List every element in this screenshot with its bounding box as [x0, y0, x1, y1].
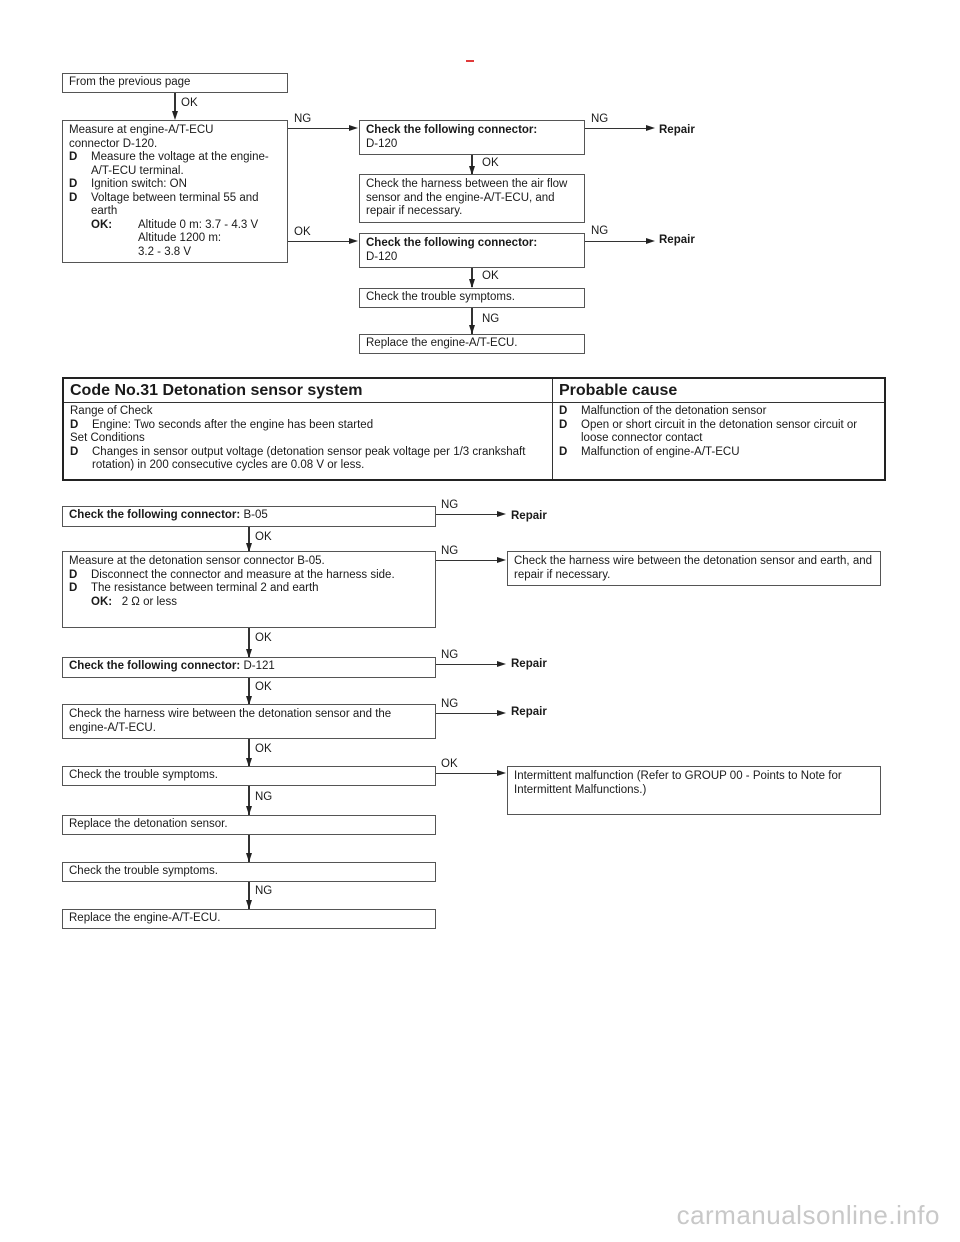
check-connector-label: Check the following connector: [69, 509, 241, 521]
code-31-table [62, 377, 886, 481]
bullet-item [70, 419, 546, 433]
connector-line [585, 241, 647, 242]
replace-text: Replace the engine-A/T-ECU. [366, 337, 518, 349]
ok-label: OK [482, 270, 499, 282]
arrow-right-icon [349, 238, 358, 244]
ok-criteria [69, 596, 429, 610]
probable-cause-cell [553, 403, 886, 480]
bullet-icon: D [70, 445, 79, 458]
bullet-text: The resistance between terminal 2 and earth [91, 582, 319, 594]
bullet-icon: D [69, 178, 78, 190]
repair-label: Repair [511, 658, 547, 670]
ok-label: OK [255, 681, 272, 693]
replace-text: Replace the detonation sensor. [69, 818, 228, 830]
cause-item [559, 419, 878, 446]
replace-text: Replace the engine-A/T-ECU. [69, 912, 221, 924]
bullet-item [69, 582, 429, 596]
check-connector-label: Check the following connector: [366, 124, 538, 136]
harness-text: Check the harness between the air flow sensor and the engine-A/T-ECU, and repair if necessary. [366, 178, 568, 217]
bullet-item [70, 446, 546, 473]
bullet-text: Measure the voltage at the engine-A/T-ECU terminal. [91, 151, 269, 177]
repair-label: Repair [511, 510, 547, 522]
repair-label: Repair [511, 706, 547, 718]
trouble-text: Check the trouble symptoms. [69, 865, 218, 877]
bullet-icon: D [70, 418, 79, 431]
ok-label: OK [294, 226, 311, 238]
check-connector-d121-box [62, 657, 436, 678]
measure-line: connector D-120. [69, 137, 158, 150]
bullet-icon: D [69, 151, 78, 163]
ng-label: NG [441, 499, 459, 511]
bullet-icon: D [559, 418, 568, 431]
ng-label: NG [482, 313, 500, 325]
arrow-down-icon [172, 111, 178, 120]
ok-criteria-label: OK: [91, 218, 113, 231]
ok-label: OK [255, 531, 272, 543]
cause-text: Malfunction of engine-A/T-ECU [581, 445, 740, 458]
ok-label: OK [482, 157, 499, 169]
connector-line [436, 560, 498, 561]
cause-item [559, 405, 878, 419]
arrow-down-icon [246, 806, 252, 815]
measure-line: Measure at engine-A/T-ECU [69, 124, 214, 136]
ng-label: NG [255, 885, 273, 897]
from-previous-page-box [62, 73, 288, 93]
ok-label: OK [255, 632, 272, 644]
arrow-right-icon [497, 661, 506, 667]
check-connector-d120-box [359, 120, 585, 155]
ok-label: OK [441, 758, 458, 770]
watermark: carmanualsonline.info [676, 1200, 940, 1230]
ok-criteria-text: 3.2 - 3.8 V [138, 245, 192, 258]
cause-text: Malfunction of the detonation sensor [581, 405, 767, 417]
from-previous-page-text: From the previous page [69, 76, 191, 88]
probable-cause-title: Probable cause [553, 378, 886, 403]
arrow-right-icon [497, 557, 506, 563]
connector-line [288, 241, 350, 242]
arrow-right-icon [646, 125, 655, 131]
repair-label: Repair [659, 234, 695, 246]
ok-label: OK [255, 743, 272, 755]
bullet-text: Ignition switch: ON [91, 178, 187, 190]
check-harness-ecu-box [62, 704, 436, 739]
arrow-right-icon [497, 511, 506, 517]
repair-label: Repair [659, 124, 695, 136]
connector-id: D-120 [366, 250, 398, 263]
ok-criteria-text: Altitude 0 m: 3.7 - 4.3 V [138, 218, 259, 231]
arrow-right-icon [497, 710, 506, 716]
arrow-right-icon [349, 125, 358, 131]
arrow-right-icon [646, 238, 655, 244]
ng-label: NG [441, 698, 459, 710]
arrow-down-icon [246, 900, 252, 909]
check-harness-earth-box [507, 551, 881, 586]
connector-id: D-120 [366, 137, 398, 150]
check-connector-b05-box [62, 506, 436, 527]
cause-item [559, 446, 878, 460]
code-title: Code No.31 Detonation sensor system [63, 378, 553, 403]
trouble-text: Check the trouble symptoms. [366, 291, 515, 303]
replace-ecu-box [62, 909, 436, 929]
ng-label: NG [591, 113, 609, 125]
ng-label: NG [591, 225, 609, 237]
intermittent-malfunction-box [507, 766, 881, 815]
ok-label: OK [181, 97, 198, 109]
connector-id: B-05 [243, 509, 268, 521]
check-conditions-cell [63, 403, 553, 480]
bullet-item [69, 192, 281, 219]
measure-b05-box [62, 551, 436, 628]
replace-sensor-box [62, 815, 436, 835]
bullet-icon: D [69, 568, 78, 581]
measure-d120-box [62, 120, 288, 263]
arrow-down-icon [469, 279, 475, 288]
bullet-text: Voltage between terminal 55 and earth [91, 191, 259, 217]
arrow-down-icon [469, 325, 475, 334]
ok-criteria-text: Altitude 1200 m: [138, 232, 222, 244]
bullet-text: Changes in sensor output voltage (detonation sensor peak voltage per 1/3 crankshaft rotation) in 200 consecutive cycles are 0.08 V or less. [92, 445, 526, 471]
bullet-text: Engine: Two seconds after the engine has been started [92, 418, 374, 431]
check-harness-airflow-box [359, 174, 585, 223]
ok-criteria-text: 2 Ω or less [121, 595, 177, 608]
check-trouble-symptoms-second-box [62, 862, 436, 882]
arrow-right-icon [497, 770, 506, 776]
check-trouble-symptoms-box [62, 766, 436, 786]
connector-id: D-121 [243, 660, 275, 672]
ok-criteria-label: OK: [91, 595, 113, 608]
bullet-item [69, 178, 281, 192]
connector-line [436, 514, 498, 515]
connector-line [436, 664, 498, 665]
check-trouble-symptoms-box [359, 288, 585, 308]
bullet-item [69, 569, 429, 583]
check-connector-label: Check the following connector: [366, 237, 538, 249]
bullet-text: Disconnect the connector and measure at the harness side. [91, 568, 395, 581]
harness-text: Check the harness wire between the detonation sensor and the engine-A/T-ECU. [69, 708, 392, 734]
range-of-check-label: Range of Check [70, 405, 153, 417]
connector-line [436, 773, 498, 774]
ng-label: NG [441, 649, 459, 661]
replace-ecu-box [359, 334, 585, 354]
arrow-down-icon [246, 853, 252, 862]
connector-line [585, 128, 647, 129]
bullet-icon: D [559, 445, 568, 458]
ng-label: NG [441, 545, 459, 557]
ok-criteria [91, 219, 281, 233]
set-conditions-label: Set Conditions [70, 432, 145, 444]
bullet-item [69, 151, 281, 178]
bullet-icon: D [69, 582, 78, 594]
ng-label: NG [255, 791, 273, 803]
top-mark [466, 60, 474, 62]
harness-text: Check the harness wire between the detonation sensor and earth, and repair if necessary. [514, 555, 873, 581]
check-connector-d120-second-box [359, 233, 585, 268]
connector-line [174, 93, 176, 113]
check-connector-label: Check the following connector: [69, 660, 241, 672]
intermittent-text: Intermittent malfunction (Refer to GROUP 00 - Points to Note for Intermittent Malfunctions.) [514, 770, 842, 796]
bullet-icon: D [559, 405, 568, 417]
measure-line: Measure at the detonation sensor connector B-05. [69, 555, 325, 567]
ng-label: NG [294, 113, 312, 125]
connector-line [436, 713, 498, 714]
connector-line [288, 128, 350, 129]
cause-text: Open or short circuit in the detonation sensor circuit or loose connector contact [581, 418, 858, 444]
trouble-text: Check the trouble symptoms. [69, 769, 218, 781]
bullet-icon: D [69, 191, 78, 204]
